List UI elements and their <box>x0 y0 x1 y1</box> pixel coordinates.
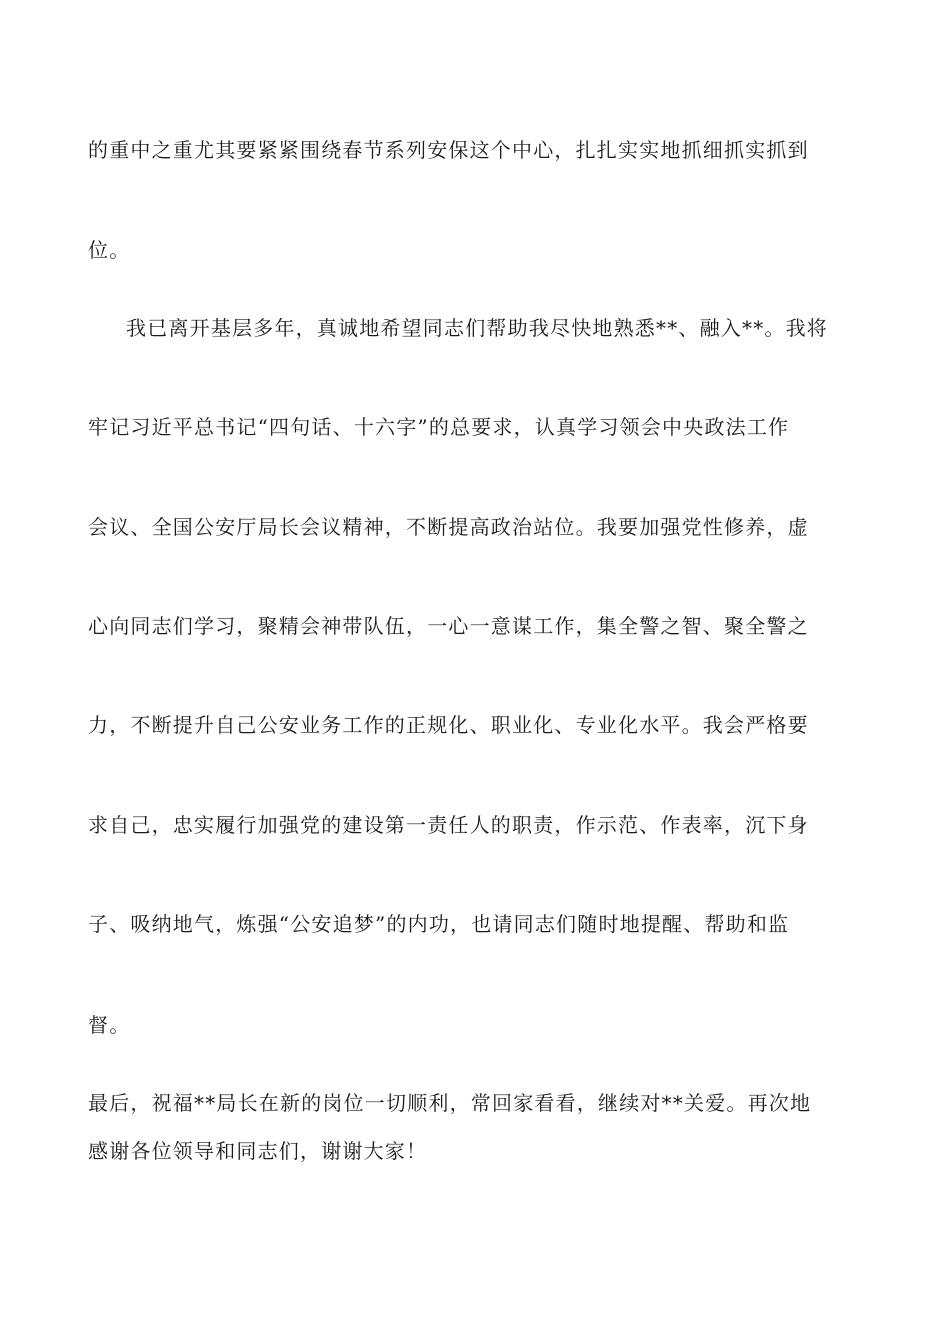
paragraph-line: 心向同志们学习，聚精会神带队伍，一心一意谋工作，集全警之智、聚全警之 <box>88 614 809 638</box>
paragraph-line: 位。 <box>88 238 131 262</box>
paragraph-line: 会议、全国公安厅局长会议精神，不断提高政治站位。我要加强党性修养，虚 <box>88 515 809 539</box>
paragraph-line: 我已离开基层多年，真诚地希望同志们帮助我尽快地熟悉**、融入**。我将 <box>126 316 828 340</box>
paragraph-line: 牢记习近平总书记“四句话、十六字”的总要求，认真学习领会中央政法工作 <box>88 415 790 439</box>
paragraph-line: 督。 <box>88 1013 131 1037</box>
paragraph-line: 力，不断提升自己公安业务工作的正规化、职业化、专业化水平。我会严格要 <box>88 713 809 737</box>
paragraph-line: 子、吸纳地气，炼强“公安追梦”的内功，也请同志们随时地提醒、帮助和监 <box>88 912 790 936</box>
paragraph-line: 求自己，忠实履行加强党的建设第一责任人的职责，作示范、作表率，沉下身 <box>88 813 809 837</box>
paragraph-line: 感谢各位领导和同志们，谢谢大家！ <box>88 1139 428 1163</box>
paragraph-line: 的重中之重尤其要紧紧围绕春节系列安保这个中心，扎扎实实地抓细抓实抓到 <box>88 138 809 162</box>
paragraph-line: 最后，祝福**局长在新的岗位一切顺利，常回家看看，继续对**关爱。再次地 <box>88 1091 812 1115</box>
